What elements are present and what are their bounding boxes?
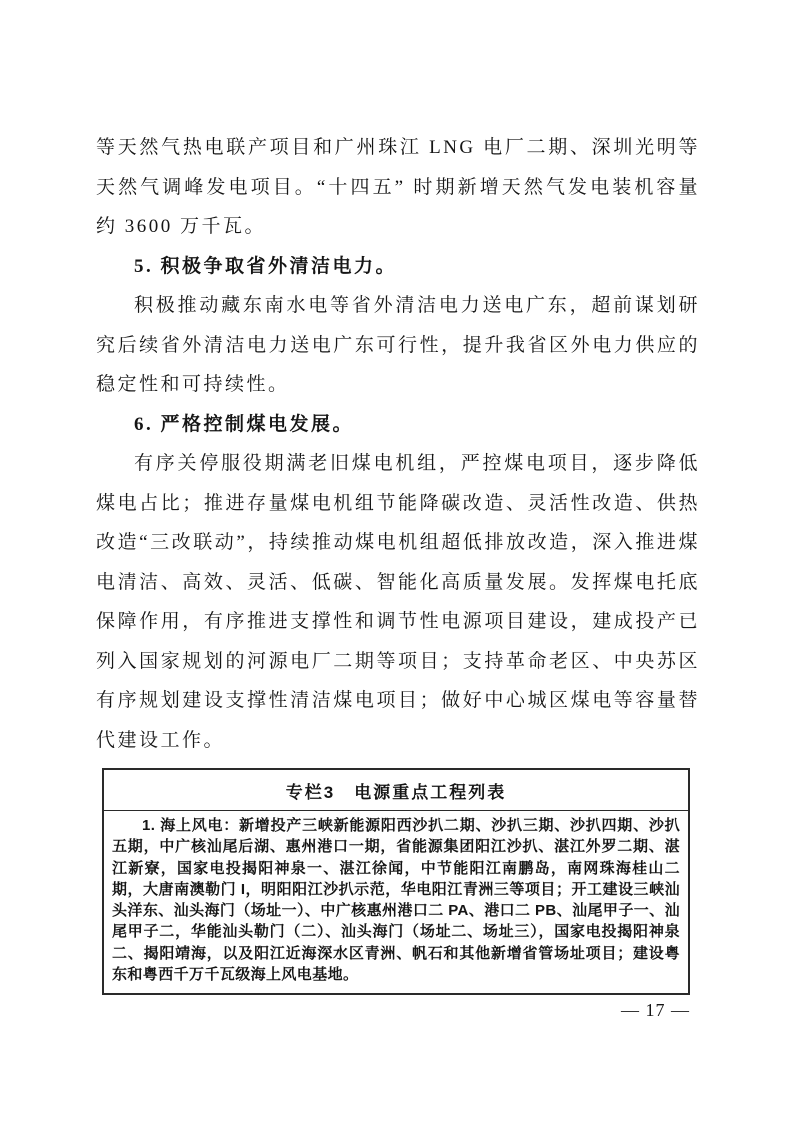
page-number: — 17 — xyxy=(621,1000,690,1020)
box-title-power-key-projects: 专栏3 电源重点工程列表 xyxy=(104,770,688,811)
paragraph-external-clean-power: 积极推动藏东南水电等省外清洁电力送电广东，超前谋划研究后续省外清洁电力送电广东可行性，提升我省区外电力供应的稳定性和可持续性。 xyxy=(96,295,700,395)
box-item-offshore-wind: 1. 海上风电：新增投产三峡新能源阳西沙扒二期、沙扒三期、沙扒四期、沙扒五期，中广核汕尾后湖、惠州港口一期，省能源集团阳江沙扒、湛江外罗二期、湛江新寮，国家电投揭阳神泉一、湛江徐闻，中节能阳江南鹏岛，南网珠海桂山二期，大唐南澳勒门 I，明阳阳江沙扒示范，华电阳江青洲三等项目；开工建设三峡汕头洋东、汕头海门（场址一）、中广核惠州港口二 PA、港口二 PB、汕尾甲子一、汕尾甲子二，华能汕头勒门（二）、汕头海门（场址二、场址三），国家电投揭阳神泉二、揭阳靖海，以及阳江近海深水区青洲、帆石和其他新增省管场址项目；建设粤东和粤西千万千瓦级海上风电基地。 xyxy=(112,817,680,984)
page-content xyxy=(96,128,700,995)
paragraph-coal-power-control: 有序关停服役期满老旧煤电机组，严控煤电项目，逐步降低煤电占比；推进存量煤电机组节能降碳改造、灵活性改造、供热改造“三改联动”，持续推动煤电机组超低排放改造，深入推进煤电清洁、高效、灵活、低碳、智能化高质量发展。发挥煤电托底保障作用，有序推进支撑性和调节性电源项目建设，建成投产已列入国家规划的河源电厂二期等项目；支持革命老区、中央苏区有序规划建设支撑性清洁煤电项目；做好中心城区煤电等容量替代建设工作。 xyxy=(96,453,700,751)
heading-5-external-clean-power: 5. 积极争取省外清洁电力。 xyxy=(134,255,398,277)
paragraph-gas-power-continuation: 等天然气热电联产项目和广州珠江 LNG 电厂二期、深圳光明等天然气调峰发电项目。“十四五” 时期新增天然气发电装机容量约 3600 万千瓦。 xyxy=(96,137,700,237)
special-column-3-box xyxy=(102,768,690,995)
heading-6-coal-power-control: 6. 严格控制煤电发展。 xyxy=(134,413,355,435)
page-footer xyxy=(621,1000,690,1021)
